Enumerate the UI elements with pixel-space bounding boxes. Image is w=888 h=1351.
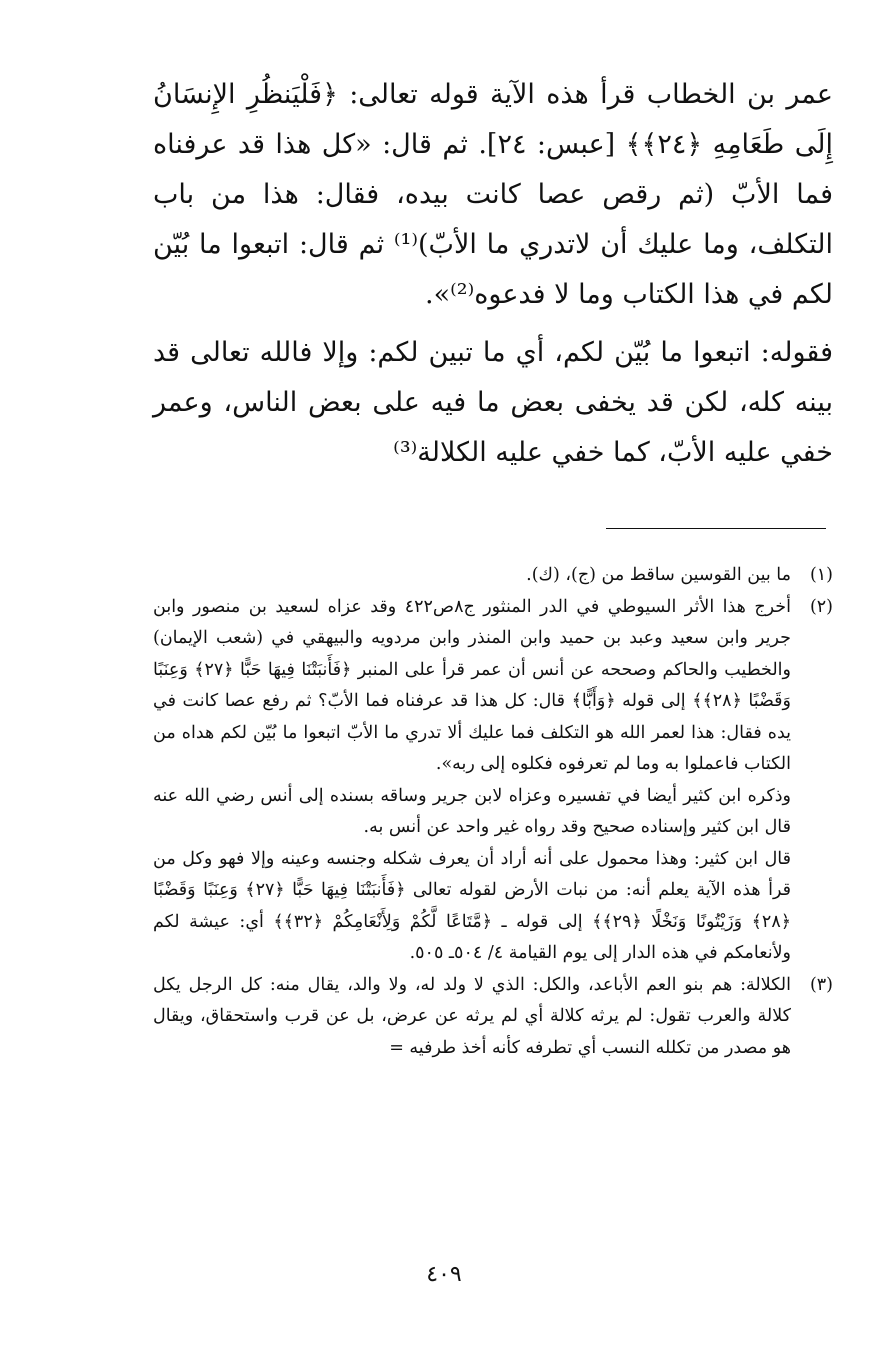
footnote-paragraph: ما بين القوسين ساقط من (ج)، (ك). bbox=[526, 565, 791, 585]
footnote-paragraph: وذكره ابن كثير أيضا في تفسيره وعزاه لابن جرير وساقه بسنده إلى أنس رضي الله عنه قال ابن كثير وإسناده صحيح وقد رواه غير واحد عن أنس به. bbox=[153, 785, 791, 837]
footnote-text bbox=[153, 560, 791, 592]
footnote-1 bbox=[153, 560, 833, 592]
footnote-number: (٣) bbox=[809, 974, 833, 995]
footnotes-section bbox=[153, 560, 833, 1064]
footnote-separator bbox=[606, 528, 826, 529]
footnote-number: (١) bbox=[809, 565, 833, 585]
footnote-text bbox=[153, 970, 791, 1065]
footnote-3 bbox=[153, 970, 833, 1065]
footnote-paragraph: الكلالة: هم بنو العم الأباعد، والكل: الذي لا ولد له، ولا والد، يقال منه: كل الرجل يكل كلالة والعرب تقول: لم يرثه كلالة أي لم يرثه عن عرض، بل عن قرب واستحقاق، ويقال هو مصدر من تكلله النسب أي تطرفه كأنه أخذ طرفيه = bbox=[153, 974, 791, 1058]
footnote-text bbox=[153, 592, 791, 970]
footnote-paragraph: قال ابن كثير: وهذا محمول على أنه أراد أن يعرف شكله وجنسه وعينه وإلا فهو وكل من قرأ هذه الآية يعلم أنه: من نبات الأرض لقوله تعالى ﴿فَأَنبَتْنَا فِيهَا حَبًّا ﴿٢٧﴾ وَعِنَبًا وَقَضْبًا ﴿٢٨﴾ وَزَيْتُونًا وَنَخْلًا ﴿٢٩﴾﴾ إلى قوله ـ ﴿مَّتَاعًا لَّكُمْ وَلِأَنْعَامِكُمْ ﴿٣٢﴾﴾ أي: عيشة لكم ولأنعامكم في هذه الدار إلى يوم القيامة ٤/ ٥٠٤ـ ٥٠٥. bbox=[153, 848, 791, 963]
main-paragraph-1: عمر بن الخطاب قرأ هذه الآية قوله تعالى: ﴿فَلْيَنظُرِ الإِنسَانُ إِلَى طَعَامِهِ ﴿٢٤﴾﴾ [عبس: ٢٤]. ثم قال: «كل هذا قد عرفناه فما الأبّ (ثم رقص عصا كانت بيده، فقال: هذا من باب التكلف، وما عليك أن لاتدري ما الأبّ)⁽¹⁾ ثم قال: اتبعوا ما بُيّن لكم في هذا الكتاب وما لا فدعوه⁽²⁾». bbox=[153, 79, 834, 310]
footnote-number: (٢) bbox=[809, 596, 833, 617]
main-paragraph-2: فقوله: اتبعوا ما بُيّن لكم، أي ما تبين لكم: وإلا فالله تعالى قد بينه كله، لكن قد يخفى بعض ما فيه على بعض الناس، وعمر خفي عليه الأبّ، كما خفي عليه الكلالة⁽³⁾ bbox=[153, 337, 833, 468]
page-number: ٤٠٩ bbox=[426, 1262, 462, 1287]
footnote-2 bbox=[153, 592, 833, 970]
footnote-paragraph: أخرج هذا الأثر السيوطي في الدر المنثور ج٨ص٤٢٢ وقد عزاه لسعيد بن منصور وابن جرير وابن سعيد وعبد بن حميد وابن المنذر وابن مردويه والبيهقي في (شعب الإيمان) والخطيب والحاكم وصححه عن أنس أن عمر قرأ على المنبر ﴿فَأَنبَتْنَا فِيهَا حَبًّا ﴿٢٧﴾ وَعِنَبًا وَقَضْبًا ﴿٢٨﴾﴾ إلى قوله ﴿وَأَبًّا﴾ قال: كل هذا قد عرفناه فما الأبّ؟ ثم رفع عصا كانت في يده فقال: هذا لعمر الله هو التكلف فما عليك ألا تدري ما الأبّ اتبعوا ما بُيّن لكم هداه من الكتاب فاعملوا به وما لم تعرفوه فكلوه إلى ربه». bbox=[153, 596, 791, 774]
main-text-body bbox=[153, 70, 833, 478]
